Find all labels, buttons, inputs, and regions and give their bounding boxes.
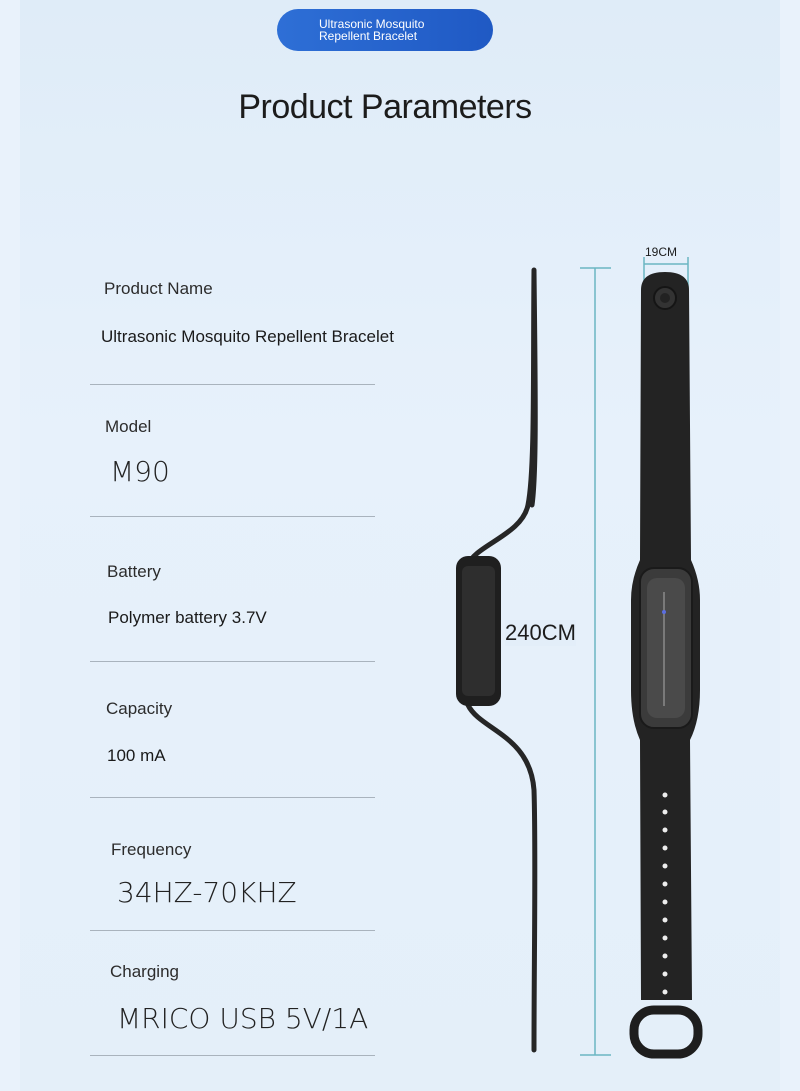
param-value-battery: Polymer battery 3.7V — [108, 608, 267, 627]
param-label-charging: Charging — [110, 962, 179, 981]
strap-loop — [634, 1010, 698, 1054]
indicator-light — [662, 610, 666, 614]
param-value-charging: MRICO USB 5V/1A — [117, 1002, 369, 1035]
param-value-capacity: 100 mA — [107, 746, 166, 765]
bracelet-side-profile-lower — [468, 705, 535, 1050]
length-dimension-label: 240CM — [505, 620, 576, 645]
length-dimension-line — [580, 268, 611, 1055]
badge-line-2: Repellent Bracelet — [319, 29, 418, 43]
bracelet-side-profile — [468, 270, 535, 565]
param-label-product-name: Product Name — [104, 279, 213, 298]
width-dimension-label: 19CM — [645, 245, 678, 259]
param-label-model: Model — [105, 417, 152, 436]
param-value-frequency: 34HZ-70KHZ — [117, 876, 297, 909]
param-label-battery: Battery — [107, 562, 161, 581]
param-value-model: M90 — [110, 455, 170, 488]
param-label-frequency: Frequency — [111, 840, 192, 859]
badge-line-1: Ultrasonic Mosquito — [319, 17, 425, 31]
page-title: Product Parameters — [238, 88, 532, 126]
param-value-product-name: Ultrasonic Mosquito Repellent Bracelet — [101, 327, 394, 346]
bracelet-front-view — [631, 272, 700, 1054]
param-label-capacity: Capacity — [106, 699, 173, 718]
